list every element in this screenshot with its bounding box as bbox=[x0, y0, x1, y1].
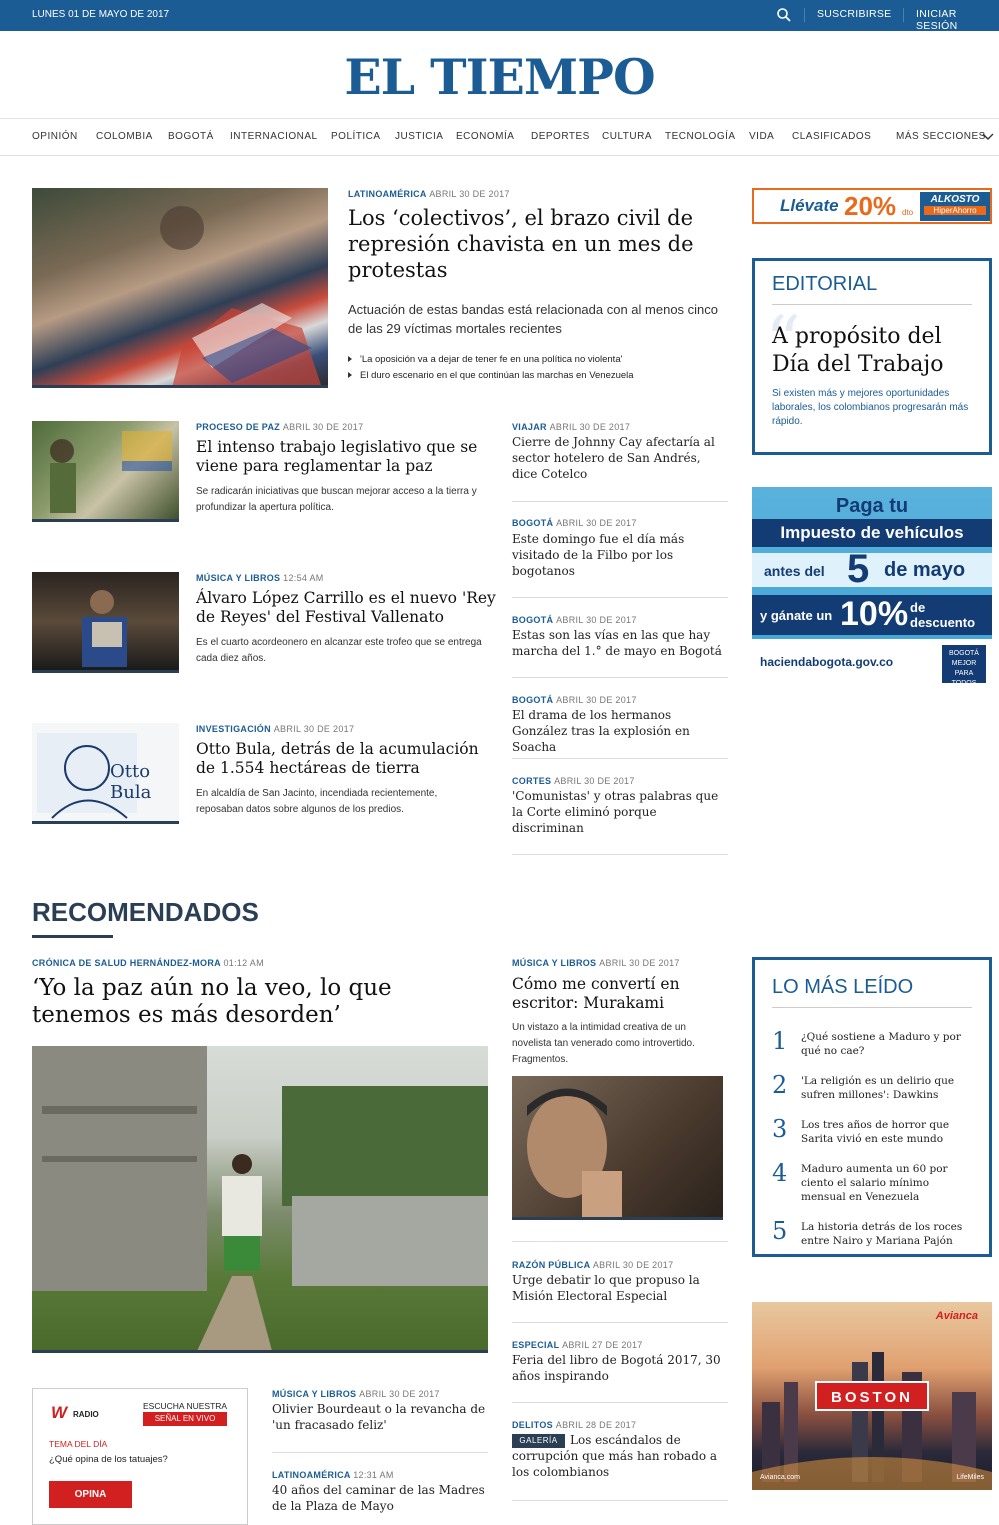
rank-number: 4 bbox=[772, 1159, 788, 1187]
timestamp: ABRIL 30 DE 2017 bbox=[273, 724, 355, 734]
alkosto-brand: ALKOSTO bbox=[930, 194, 980, 205]
timestamp: 01:12 AM bbox=[223, 958, 264, 968]
rec-headline[interactable]: 40 años del caminar de las Madres de la Plaza de Mayo bbox=[272, 1483, 485, 1513]
list-kicker bbox=[512, 695, 637, 705]
rank-number: 1 bbox=[772, 1027, 788, 1055]
badge-text: PARA TODOS bbox=[951, 670, 977, 687]
editorial-label: EDITORIAL bbox=[772, 273, 878, 295]
alkosto-badge bbox=[920, 192, 990, 221]
section-heading: RECOMENDADOS bbox=[32, 897, 259, 927]
most-read-item[interactable]: ¿Qué sostiene a Maduro y por qué no cae? bbox=[801, 1031, 961, 1057]
nav-item-clasificados[interactable]: CLASIFICADOS bbox=[792, 131, 872, 142]
list-headline[interactable]: Cierre de Johnny Cay afectaría al sector hotelero de San Andrés, dice Cotelco bbox=[512, 435, 715, 481]
timestamp: ABRIL 30 DE 2017 bbox=[554, 776, 635, 786]
ad-percent: 20% bbox=[844, 191, 897, 221]
rec-headline[interactable]: Urge debatir lo que propuso la Misión Electoral Especial bbox=[512, 1273, 700, 1303]
story-headline[interactable]: El intenso trabajo legislativo que se viene para reglamentar la paz bbox=[196, 438, 478, 475]
nav-item-internacional[interactable]: INTERNACIONAL bbox=[230, 131, 318, 142]
image-underline bbox=[32, 670, 179, 673]
subscribe-link[interactable]: SUSCRIBIRSE bbox=[817, 8, 892, 20]
divider bbox=[272, 1452, 488, 1453]
section-label[interactable]: RAZÓN PÚBLICA bbox=[512, 1260, 591, 1270]
section-label[interactable]: CORTES bbox=[512, 776, 552, 786]
section-label[interactable]: VIAJAR bbox=[512, 422, 547, 432]
rec-kicker bbox=[32, 958, 264, 968]
radio-brand: RADIO bbox=[73, 1410, 99, 1419]
most-read-label: LO MÁS LEÍDO bbox=[772, 976, 914, 998]
rec-main-headline[interactable]: ‘Yo la paz aún no la veo, lo que tenemos es más desorden’ bbox=[32, 975, 392, 1028]
rank-number: 2 bbox=[772, 1071, 788, 1099]
rec-kicker bbox=[512, 1260, 673, 1270]
timestamp: ABRIL 30 DE 2017 bbox=[599, 958, 680, 968]
editorial-summary: Si existen más y mejores oportunidades laborales, los colombianos progresarán más rápido. bbox=[772, 388, 969, 427]
section-label[interactable]: MÚSICA Y LIBROS bbox=[512, 958, 597, 968]
section-label[interactable]: LATINOAMÉRICA bbox=[272, 1470, 351, 1480]
nav-item-bogota[interactable]: BOGOTÁ bbox=[168, 131, 214, 142]
lead-story-image[interactable] bbox=[32, 188, 328, 388]
timestamp: ABRIL 30 DE 2017 bbox=[429, 189, 510, 199]
story-image[interactable] bbox=[32, 723, 179, 822]
rank-number: 3 bbox=[772, 1115, 788, 1143]
timestamp: ABRIL 30 DE 2017 bbox=[556, 518, 637, 528]
timestamp: 12:31 AM bbox=[353, 1470, 394, 1480]
ad-off: dto bbox=[902, 208, 914, 217]
divider bbox=[804, 8, 805, 22]
badge-text: MEJOR bbox=[951, 660, 977, 667]
rec-kicker bbox=[512, 958, 680, 968]
timestamp: ABRIL 30 DE 2017 bbox=[359, 1389, 440, 1399]
story-summary: Es el cuarto acordeonero en alcanzar este trofeo que se entrega cada diez años. bbox=[196, 637, 482, 664]
ad-line: 10% bbox=[840, 595, 909, 633]
section-label[interactable]: DELITOS bbox=[512, 1420, 553, 1430]
nav-item-economia[interactable]: ECONOMÍA bbox=[456, 131, 515, 142]
heading-underline bbox=[32, 935, 113, 938]
lead-kicker bbox=[348, 189, 510, 199]
editorial-box[interactable] bbox=[752, 258, 992, 455]
image-underline bbox=[32, 1350, 488, 1353]
divider bbox=[512, 677, 728, 678]
divider bbox=[512, 854, 728, 855]
divider bbox=[512, 1241, 728, 1242]
timestamp: ABRIL 28 DE 2017 bbox=[555, 1420, 637, 1430]
rec-summary: Un vistazo a la intimidad creativa de un novelista tan venerado como introvertido. Fragmentos. bbox=[512, 1022, 695, 1065]
story-image[interactable] bbox=[32, 421, 179, 520]
otto-bula-label: Otto Bula bbox=[110, 761, 152, 803]
divider bbox=[772, 304, 972, 305]
image-underline bbox=[32, 821, 179, 824]
list-headline[interactable]: Este domingo fue el día más visitado de la Filbo por los bogotanos bbox=[512, 532, 685, 578]
rec-kicker bbox=[512, 1340, 643, 1350]
current-date: LUNES 01 DE MAYO DE 2017 bbox=[32, 9, 170, 20]
story-kicker bbox=[196, 422, 363, 432]
live-signal-button[interactable]: SEÑAL EN VIVO bbox=[143, 1412, 227, 1426]
most-read-item[interactable]: 'La religión es un delirio que sufren millones': Dawkins bbox=[801, 1075, 955, 1101]
section-label[interactable]: BOGOTÁ bbox=[512, 695, 554, 705]
lead-summary: Actuación de estas bandas está relacionada con al menos cinco de las 29 víctimas mortales recientes bbox=[348, 302, 719, 336]
timestamp: ABRIL 30 DE 2017 bbox=[592, 1260, 674, 1270]
section-label[interactable]: PROCESO DE PAZ bbox=[196, 422, 281, 432]
divider bbox=[512, 597, 728, 598]
main-nav bbox=[0, 118, 999, 156]
rec-main-image[interactable] bbox=[32, 1046, 488, 1351]
story-kicker bbox=[196, 724, 354, 734]
ad-line: Impuesto de vehículos bbox=[752, 519, 992, 547]
story-headline[interactable]: Álvaro López Carrillo es el nuevo 'Rey de Reyes' del Festival Vallenato bbox=[196, 589, 496, 626]
section-label[interactable]: CRÓNICA DE SALUD HERNÁNDEZ-MORA bbox=[32, 958, 221, 968]
related-link[interactable]: 'La oposición va a dejar de tener fe en una política no violenta' bbox=[348, 354, 622, 365]
ad-url: haciendabogota.gov.co bbox=[760, 655, 894, 669]
image-underline bbox=[512, 1217, 723, 1220]
rec-kicker bbox=[512, 1420, 636, 1430]
divider bbox=[512, 1322, 728, 1323]
lifemiles-label: LifeMiles bbox=[956, 1474, 984, 1481]
radio-widget bbox=[32, 1388, 248, 1525]
quote-icon: “ bbox=[765, 301, 801, 383]
bogota-badge bbox=[942, 645, 986, 687]
story-headline[interactable]: Otto Bula, detrás de la acumulación de 1.554 hectáreas de tierra bbox=[196, 740, 479, 777]
nav-item-cultura[interactable]: CULTURA bbox=[602, 131, 652, 142]
ad-line: de mayo bbox=[884, 559, 966, 581]
image-underline bbox=[32, 519, 179, 522]
story-image[interactable] bbox=[32, 572, 179, 671]
timestamp: ABRIL 30 DE 2017 bbox=[556, 615, 637, 625]
section-label[interactable]: INVESTIGACIÓN bbox=[196, 724, 271, 734]
image-underline bbox=[32, 385, 328, 388]
chevron-down-icon[interactable] bbox=[982, 133, 994, 141]
list-headline[interactable]: 'Comunistas' y otras palabras que la Corte eliminó porque discriminan bbox=[512, 789, 719, 835]
opina-button[interactable]: OPINA bbox=[49, 1481, 132, 1508]
radio-listen: ESCUCHA NUESTRA bbox=[143, 1401, 228, 1411]
most-read-item[interactable]: Maduro aumenta un 60 por ciento el salario mínimo mensual en Venezuela bbox=[801, 1163, 948, 1203]
most-read-item[interactable]: Los tres años de horror que Sarita vivió en este mundo bbox=[801, 1119, 950, 1145]
list-kicker bbox=[512, 518, 637, 528]
nav-item-opinion[interactable]: OPINIÓN bbox=[32, 131, 78, 142]
murakami-image[interactable] bbox=[512, 1076, 723, 1218]
list-kicker bbox=[512, 422, 630, 432]
timestamp: ABRIL 30 DE 2017 bbox=[282, 422, 364, 432]
avianca-ad[interactable] bbox=[752, 1302, 992, 1490]
rank-number: 5 bbox=[772, 1217, 788, 1245]
hacienda-ad[interactable] bbox=[752, 487, 992, 687]
ad-line: y gánate un bbox=[760, 608, 833, 623]
ad-line: antes del bbox=[764, 563, 825, 579]
ad-line: 5 bbox=[847, 547, 870, 591]
nav-item-justicia[interactable]: JUSTICIA bbox=[395, 131, 444, 142]
badge-text: BOGOTÁ bbox=[949, 650, 979, 657]
related-link[interactable]: El duro escenario en el que continúan las marchas en Venezuela bbox=[348, 370, 634, 381]
section-label[interactable]: LATINOAMÉRICA bbox=[348, 189, 427, 199]
most-read-item[interactable]: La historia detrás de los roces entre Nairo y Mariana Pajón bbox=[801, 1221, 963, 1247]
alkosto-ad[interactable] bbox=[752, 188, 992, 224]
topic-question: ¿Qué opina de los tatuajes? bbox=[49, 1454, 168, 1465]
section-label[interactable]: MÚSICA Y LIBROS bbox=[196, 573, 281, 583]
story-kicker bbox=[196, 573, 324, 583]
rec-headline[interactable]: Olivier Bourdeaut o la revancha de 'un fracasado feliz' bbox=[272, 1402, 486, 1432]
top-bar bbox=[0, 0, 999, 31]
ad-line: Paga tu bbox=[835, 495, 909, 517]
avianca-url: Avianca.com bbox=[760, 1474, 800, 1481]
timestamp: ABRIL 30 DE 2017 bbox=[549, 422, 631, 432]
rec-kicker bbox=[272, 1389, 440, 1399]
story-summary: En alcaldía de San Jacinto, incendiada recientemente, reposaban datos sobre algunos de los predios. bbox=[196, 788, 438, 815]
chevron-right-icon bbox=[348, 356, 352, 362]
alkosto-sub: HiperAhorro bbox=[924, 206, 986, 215]
ad-text: Llévate bbox=[780, 196, 839, 215]
section-label[interactable]: BOGOTÁ bbox=[512, 615, 554, 625]
divider bbox=[512, 1500, 728, 1501]
search-icon[interactable] bbox=[776, 7, 792, 23]
timestamp: 12:54 AM bbox=[283, 573, 324, 583]
section-label[interactable]: BOGOTÁ bbox=[512, 518, 554, 528]
story-summary: Se radicarán iniciativas que buscan mejorar acceso a la tierra y profundizar la apertura política. bbox=[196, 486, 477, 513]
list-headline[interactable]: Estas son las vías en las que hay marcha del 1.° de mayo en Bogotá bbox=[512, 628, 722, 658]
divider bbox=[772, 1007, 972, 1008]
divider bbox=[903, 8, 904, 22]
nav-item-colombia[interactable]: COLOMBIA bbox=[96, 131, 153, 142]
w-radio-logo: W bbox=[51, 1403, 68, 1422]
section-label[interactable]: MÚSICA Y LIBROS bbox=[272, 1389, 357, 1399]
divider bbox=[512, 1402, 728, 1403]
more-sections-button[interactable]: MÁS SECCIONES bbox=[896, 131, 986, 142]
boston-badge: BOSTON bbox=[815, 1381, 929, 1411]
timestamp: ABRIL 27 DE 2017 bbox=[562, 1340, 643, 1350]
rec-kicker bbox=[272, 1470, 394, 1480]
timestamp: ABRIL 30 DE 2017 bbox=[556, 695, 637, 705]
login-link[interactable]: INICIAR SESIÓN bbox=[916, 8, 958, 32]
editorial-headline[interactable]: A propósito del Día del Trabajo bbox=[772, 324, 944, 377]
list-kicker bbox=[512, 615, 637, 625]
list-headline[interactable]: El drama de los hermanos González tras la explosión en Soacha bbox=[512, 708, 690, 754]
section-label[interactable]: ESPECIAL bbox=[512, 1340, 560, 1350]
avianca-brand: Avianca bbox=[935, 1310, 978, 1322]
nav-item-politica[interactable]: POLÍTICA bbox=[331, 131, 381, 142]
topic-label: TEMA DEL DÍA bbox=[49, 1439, 108, 1449]
lead-headline[interactable]: Los ‘colectivos’, el brazo civil de represión chavista en un mes de protestas bbox=[348, 206, 694, 282]
most-read-box bbox=[752, 957, 992, 1257]
gallery-badge: GALERÍA bbox=[512, 1434, 565, 1448]
rec-headline[interactable]: Los escándalos de corrupción que más han robado a los colombianos bbox=[512, 1433, 718, 1479]
divider bbox=[512, 758, 728, 759]
nav-item-deportes[interactable]: DEPORTES bbox=[531, 131, 590, 142]
chevron-right-icon bbox=[348, 372, 352, 378]
rec-headline[interactable]: Feria del libro de Bogotá 2017, 30 años inspirando bbox=[512, 1353, 721, 1383]
divider bbox=[512, 501, 728, 502]
nav-item-tecnologia[interactable]: TECNOLOGÍA bbox=[665, 131, 736, 142]
list-kicker bbox=[512, 776, 635, 786]
rec-headline[interactable]: Cómo me convertí en escritor: Murakami bbox=[512, 975, 680, 1012]
site-logo[interactable]: EL TIEMPO bbox=[344, 48, 655, 106]
nav-item-vida[interactable]: VIDA bbox=[749, 131, 775, 142]
ad-line: de descuento bbox=[910, 600, 976, 630]
